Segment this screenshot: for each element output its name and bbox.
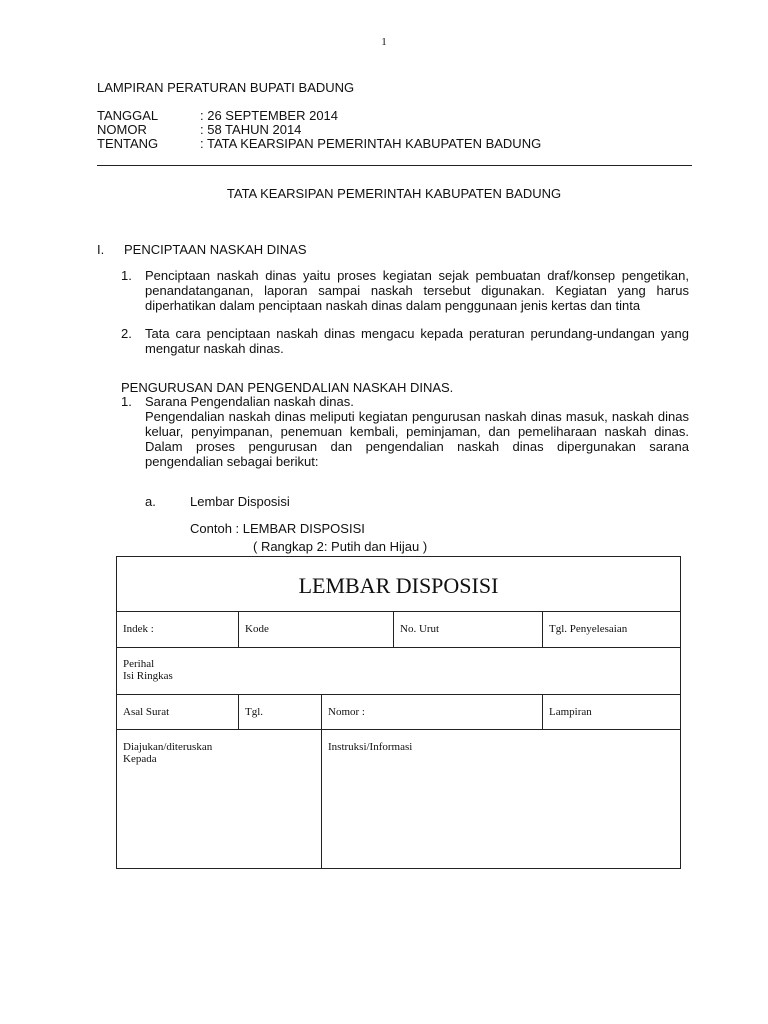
section-2-heading: PENGURUSAN DAN PENGENDALIAN NASKAH DINAS. (121, 380, 454, 395)
form-title: LEMBAR DISPOSISI (298, 573, 499, 598)
section-1-item-1-number: 1. (121, 268, 132, 283)
header-label-tanggal: TANGGAL (97, 108, 159, 123)
example-subcaption: ( Rangkap 2: Putih dan Hijau ) (253, 539, 428, 554)
header-value-nomor: : 58 TAHUN 2014 (200, 122, 302, 137)
form-divider (117, 729, 680, 730)
field-instruksi: Instruksi/Informasi (328, 741, 413, 753)
form-divider (321, 694, 322, 729)
section-1-item-2-number: 2. (121, 326, 132, 341)
form-divider (117, 694, 680, 695)
field-kepada: Kepada (123, 753, 157, 765)
field-lampiran: Lampiran (549, 706, 592, 718)
page-number: 1 (381, 36, 387, 48)
field-kode: Kode (245, 623, 269, 635)
subitem-a-number: a. (145, 494, 156, 509)
field-perihal: Perihal (123, 658, 155, 670)
section-2-item-1-text: Pengendalian naskah dinas meliputi kegiatan pengurusan naskah dinas masuk, naskah dinas keluar, penyimpanan, penemuan kembali, peminjaman, dan pemeliharaan naskah dinas. Dalam proses pengurusan dan pengendalian naskah dinas dipergunakan sarana pengendalian sebagai berikut: (145, 409, 689, 469)
form-divider (238, 611, 239, 647)
field-tgl: Tgl. (245, 706, 264, 718)
form-divider (117, 611, 680, 612)
section-2-item-1-title: Sarana Pengendalian naskah dinas. (145, 394, 354, 409)
header-value-tanggal: : 26 SEPTEMBER 2014 (200, 108, 339, 123)
header-divider (97, 165, 692, 166)
field-indek: Indek : (123, 623, 154, 635)
disposition-form (116, 556, 681, 869)
header-label-tentang: TENTANG (97, 136, 159, 151)
header-value-tentang: : TATA KEARSIPAN PEMERINTAH KABUPATEN BADUNG (200, 136, 542, 151)
form-divider (321, 729, 322, 869)
document-title: TATA KEARSIPAN PEMERINTAH KABUPATEN BADUNG (226, 186, 562, 201)
field-tgl-penyelesaian: Tgl. Penyelesaian (549, 623, 628, 635)
field-isi-ringkas: Isi Ringkas (123, 670, 173, 682)
section-1-number: I. (97, 242, 105, 257)
subitem-a-label: Lembar Disposisi (190, 494, 290, 509)
section-1-heading: PENCIPTAAN NASKAH DINAS (124, 242, 307, 257)
section-1-item-2-text: Tata cara penciptaan naskah dinas mengacu kepada peraturan perundang-undangan yang mengatur naskah dinas. (145, 326, 689, 356)
field-nomor: Nomor : (328, 706, 365, 718)
section-2-item-1-number: 1. (121, 394, 132, 409)
field-asal-surat: Asal Surat (123, 706, 170, 718)
form-divider (393, 611, 394, 647)
header-label-nomor: NOMOR (97, 122, 147, 137)
section-1-item-1-text: Penciptaan naskah dinas yaitu proses kegiatan sejak pembuatan draf/konsep pengetikan, penandatanganan, laporan sampai naskah tersebut digunakan. Kegiatan yang harus diperhatikan dalam penciptaan naskah dinas dalam penggunaan jenis kertas dan tinta (145, 268, 689, 313)
form-divider (542, 611, 543, 647)
field-no-urut: No. Urut (400, 623, 440, 635)
form-divider (238, 694, 239, 729)
form-divider (117, 647, 680, 648)
field-diajukan: Diajukan/diteruskan (123, 741, 213, 753)
example-caption: Contoh : LEMBAR DISPOSISI (190, 521, 365, 536)
form-divider (542, 694, 543, 729)
header-title: LAMPIRAN PERATURAN BUPATI BADUNG (97, 80, 355, 95)
